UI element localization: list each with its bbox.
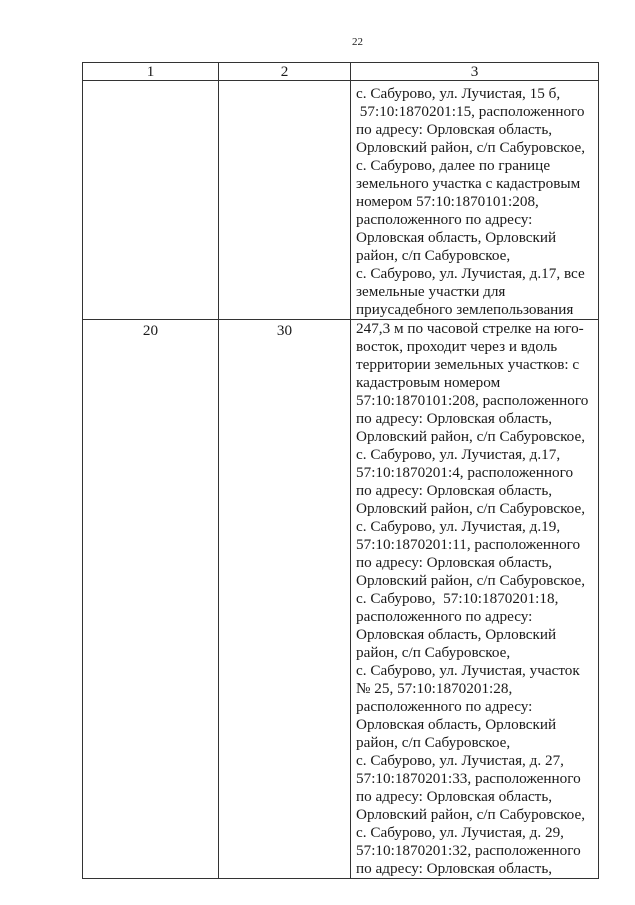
description-line: район, с/п Сабуровское, — [356, 734, 511, 751]
description-line: Орловская область, Орловский — [356, 716, 557, 733]
column-header-1: 1 — [83, 63, 219, 81]
description-line: 57:10:1870201:32, расположенного — [356, 842, 581, 859]
row-2-point-number-2: 30 — [276, 322, 293, 339]
description-line: Орловский район, с/п Сабуровское, — [356, 139, 585, 156]
boundary-table — [82, 62, 599, 879]
description-line: район, с/п Сабуровское, — [356, 644, 511, 661]
description-line: с. Сабурово, ул. Лучистая, д. 29, — [356, 824, 564, 841]
description-line: по адресу: Орловская область, — [356, 554, 553, 571]
description-line: с. Сабурово, ул. Лучистая, д.17, — [356, 446, 561, 463]
description-line: с. Сабурово, ул. Лучистая, участок — [356, 662, 580, 679]
table-row — [83, 320, 599, 879]
description-line: по адресу: Орловская область, — [356, 860, 553, 877]
description-line: Орловская область, Орловский — [356, 626, 557, 643]
description-line: Орловская область, Орловский — [356, 229, 557, 246]
column-header-3: 3 — [351, 63, 599, 81]
description-line: № 25, 57:10:1870201:28, — [356, 680, 513, 697]
description-line: с. Сабурово, ул. Лучистая, д.19, — [356, 518, 561, 535]
description-line: 57:10:1870101:208, расположенного — [356, 392, 589, 409]
description-line: с. Сабурово, 57:10:1870201:18, — [356, 590, 559, 607]
description-line: территории земельных участков: с — [356, 356, 580, 373]
row-2-col-1 — [83, 320, 219, 879]
description-line: 57:10:1870201:11, расположенного — [356, 536, 581, 553]
table-header-row — [83, 63, 599, 81]
table-row — [83, 81, 599, 320]
description-line: с. Сабурово, ул. Лучистая, 15 б, — [356, 85, 561, 102]
description-line: Орловский район, с/п Сабуровское, — [356, 572, 585, 589]
description-line: 247,3 м по часовой стрелке на юго- — [356, 320, 584, 337]
description-line: земельные участки для — [356, 283, 506, 300]
description-line: восток, проходит через и вдоль — [356, 338, 558, 355]
description-line: с. Сабурово, ул. Лучистая, д.17, все — [356, 265, 585, 282]
description-line: кадастровым номером — [356, 374, 501, 391]
description-line: 57:10:1870201:33, расположенного — [356, 770, 581, 787]
description-line: с. Сабурово, далее по границе — [356, 157, 551, 174]
description-line: район, с/п Сабуровское, — [356, 247, 511, 264]
row-1-col-2 — [219, 81, 351, 320]
row-2-point-number: 20 — [142, 322, 159, 339]
description-line: номером 57:10:1870101:208, — [356, 193, 539, 210]
row-1-col-1 — [83, 81, 219, 320]
column-header-2: 2 — [219, 63, 351, 81]
description-line: 57:10:1870201:15, расположенного — [356, 103, 585, 120]
description-line: земельного участка с кадастровым — [356, 175, 581, 192]
description-line: по адресу: Орловская область, — [356, 482, 553, 499]
row-2-col-2 — [219, 320, 351, 879]
row-1-description — [351, 81, 599, 320]
row-2-description — [351, 320, 599, 879]
description-line: по адресу: Орловская область, — [356, 788, 553, 805]
description-line: с. Сабурово, ул. Лучистая, д. 27, — [356, 752, 564, 769]
description-line: расположенного по адресу: — [356, 211, 533, 228]
description-line: Орловский район, с/п Сабуровское, — [356, 500, 585, 517]
description-line: приусадебного землепользования — [356, 301, 574, 318]
description-line: расположенного по адресу: — [356, 608, 533, 625]
description-line: расположенного по адресу: — [356, 698, 533, 715]
description-line: Орловский район, с/п Сабуровское, — [356, 428, 585, 445]
description-line: по адресу: Орловская область, — [356, 410, 553, 427]
description-line: Орловский район, с/п Сабуровское, — [356, 806, 585, 823]
page-number: 22 — [352, 36, 363, 48]
description-line: 57:10:1870201:4, расположенного — [356, 464, 574, 481]
description-line: по адресу: Орловская область, — [356, 121, 553, 138]
